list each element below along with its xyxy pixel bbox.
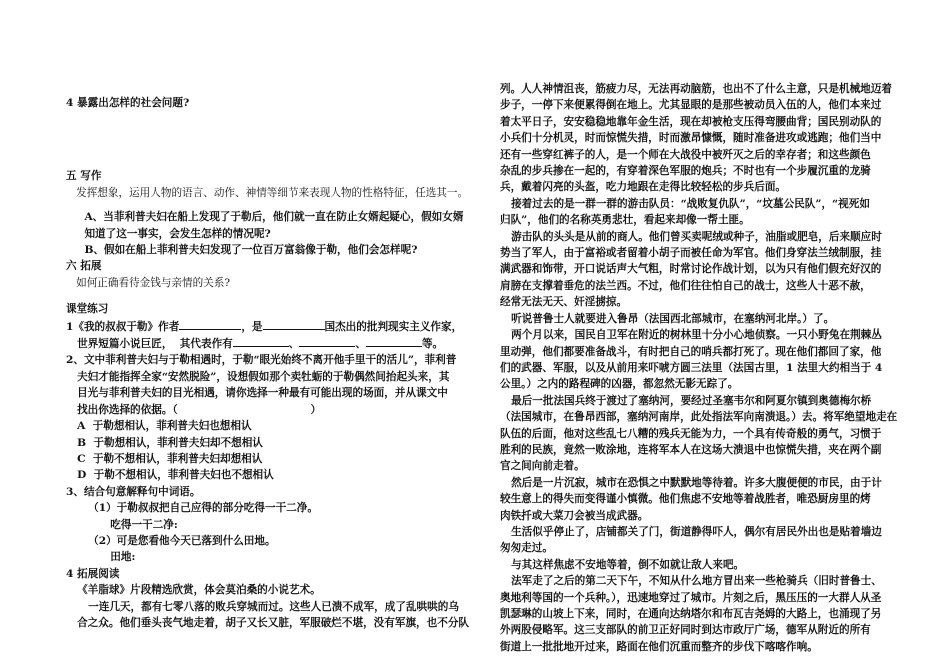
left-column — [66, 95, 476, 631]
blank-author[interactable] — [179, 318, 241, 330]
passage-line: 还有一些穿红裤子的人，是一个师在大战役中被歼灭之后的幸存者；和这些颜色 — [500, 148, 871, 161]
passage-line: 杂乱的步兵掺在一起的，有穿着深色军服的炮兵；不时也有一个步履沉重的龙骑 — [500, 165, 871, 178]
passage-line: 官之间向前走着。 — [500, 460, 585, 473]
passage-line: 肉铁扦或大菜刀会被当成武器。 — [500, 509, 649, 522]
exercise-3-answer-2: 田地: — [66, 551, 136, 564]
blank-work-3[interactable] — [366, 335, 422, 347]
writing-option-a: A、当菲利普夫妇在船上发现了于勒后，他们就一直在防止女婿起疑心，假如女婿 — [66, 211, 464, 224]
passage-line: 肩膀在支撑着垂危的法兰西。不过，他们往往怕自己的战士，这些人十恶不赦， — [500, 279, 871, 292]
passage-line: 游击队的头头是从前的商人。他们曾买卖呢绒或种子，油脂或肥皂，后来顺应时 — [500, 230, 882, 243]
writing-option-b: B、假如在船上菲利普夫妇发现了一位百万富翁像于勒，他们会怎样呢? — [66, 244, 418, 257]
passage-line: 队伍的后面，他对这些乱七八糟的残兵无能为力，一个具有传奇般的勇气，习惯于 — [500, 427, 882, 440]
passage-line: （法国城市，在鲁昂西部，塞纳河南岸，此处指法军向南溃退。）去。将军绝望地走在 — [500, 411, 898, 424]
exercise-heading: 课堂练习 — [66, 303, 109, 316]
passage-line: 法军走了之后的第二天下午，不知从什么地方冒出来一些枪骑兵（旧时普鲁士、 — [500, 575, 882, 588]
exercise-3-item-2: （2）可是您看他今天已落到什么田地。 — [66, 534, 276, 547]
passage-line: 较生意上的得失而变得谨小慎微。他们焦虑不安地等着战胜者，唯恐厨房里的烤 — [500, 493, 871, 506]
section-extension-heading: 六 拓展 — [66, 260, 102, 273]
blank-work-2[interactable] — [299, 335, 355, 347]
exercise-2-line: 目光与菲利普夫妇的目光相遇，请你选择一种最有可能出现的场面，并从课文中 — [66, 387, 448, 400]
passage-line: 凯瑟琳的山坡上下来，同时，在通向达纳塔尔和布瓦吉尧姆的大路上，也涌现了另 — [500, 608, 882, 620]
extension-question: 如何正确看待金钱与亲情的关系? — [66, 276, 231, 289]
passage-line: 匆匆走过。 — [500, 542, 553, 555]
passage-line: 街道上一批批地开过来，路面在他们沉重而整齐的步伐下喀喀作响。 — [500, 640, 818, 653]
passage-line: 奥地利等国的一个兵种。），迅速地穿过了城市。片刻之后，黑压压的一大群人从圣 — [500, 591, 882, 604]
exercise-2-line: 夫妇才能指挥全家“安然脱险”，设想假如那个卖牡蛎的于勒偶然间抬起头来，其 — [66, 370, 450, 383]
choice-c: C 于勒不想相认，菲利普夫妇却想相认 — [66, 452, 263, 465]
exercise-3: 3、结合句意解释句中词语。 — [66, 485, 201, 498]
passage-line: 公里。）之内的路程碑的凶器，都忽然无影无踪了。 — [500, 378, 739, 391]
passage-line: 兵，戴着闪亮的头盔，吃力地跟在走得比较轻松的步兵后面。 — [500, 181, 787, 194]
passage-line: 们的武器、军服，以及从前用来吓唬方圆三法里（法国古里，1 法里大约相当于 4 — [500, 361, 883, 374]
reading-heading: 4 拓展阅读 — [66, 567, 120, 580]
passage-line: 最后一批法国兵终于渡过了塞纳河，要经过圣塞韦尔和阿夏尔镇到奥德梅尔桥 — [500, 394, 872, 407]
passage-line: 胜利的民族，竟然一败涂地，连将军本人在这场大溃退中也惊慌失措，夹在两个副 — [500, 443, 882, 456]
exercise-1 — [66, 318, 476, 335]
exercise-3-item-1: （1）于勒叔叔把自己应得的部分吃得一干二净。 — [66, 502, 318, 515]
writing-option-a-cont: 知道了这一事实，会发生怎样的情况呢? — [66, 227, 271, 240]
passage-line: 外两股侵略军。这三支部队的前卫正好同时到达市政厅广场，德军从附近的所有 — [500, 624, 871, 637]
passage-line: 小兵们十分机灵，时而惊慌失措，时而激昂慷慨，随时准备进攻或逃跑；他们当中 — [500, 132, 882, 145]
passage-line: 归队”，他们的名称英勇悲壮，看起来却像一帮土匪。 — [500, 214, 750, 227]
passage-line: 列。人人神情沮丧，筋疲力尽，无法再动脑筋，也出不了什么主意，只是机械地迈着 — [500, 83, 892, 95]
exercise-2-line: 找出你选择的依据。（ ） — [66, 403, 322, 416]
reading-intro: 《羊脂球》片段精选欣赏，体会莫泊桑的小说艺术。 — [66, 584, 321, 597]
right-column — [500, 81, 910, 655]
blank-work-1[interactable] — [233, 335, 289, 347]
exercise-3-answer-1: 吃得一干二净: — [66, 518, 178, 531]
passage-line: 两个月以来，国民自卫军在附近的树林里十分小心地侦察。一只小野兔在荆棘丛 — [500, 329, 882, 342]
blank-country[interactable] — [263, 318, 325, 330]
reading-para-line: 合之众。他们垂头丧气地走着，胡子又长又脏，军服破烂不堪，没有军旗，也不分队 — [66, 616, 470, 629]
question-4: 4 暴露出怎样的社会问题? — [66, 97, 190, 109]
exercise-1-part: 1《我的叔叔于勒》作者 — [66, 320, 180, 333]
reading-para-line: 一连几天，都有七零八落的败兵穿城而过。这些人已溃不成军，成了乱哄哄的乌 — [66, 600, 459, 613]
passage-line: 然后是一片沉寂，城市在恐惧之中默默地等待着。许多大腹便便的市民，由于计 — [500, 476, 882, 489]
passage-line: 里动弹，他们都要准备战斗，有时把自己的哨兵都打死了。现在他们都回了家，他 — [500, 345, 882, 358]
passage-line: 势当了军人，由于富裕或者留着小胡子而被任命为军官。他们身穿法兰绒制服，挂 — [500, 247, 882, 260]
passage-line: 与其这样焦虑不安地等着，倒不如就让敌人来吧。 — [500, 558, 745, 571]
choice-d: D 于勒不想相认，菲利普夫妇也不想相认 — [66, 469, 274, 482]
exercise-1-part: 、 — [288, 338, 300, 351]
choice-a: A 于勒想相认，菲利普夫妇也想相认 — [66, 420, 252, 433]
exercise-1-part: ，是 — [241, 320, 263, 333]
passage-line: 听说普鲁士人就要进入鲁昂（法国西北部城市，在塞纳河北岸。）了。 — [500, 312, 835, 325]
writing-instruction: 发挥想象，运用人物的语言、动作、神情等细节来表现人物的性格特征，任选其一。 — [66, 186, 469, 199]
passage-line: 着太平日子，安安稳稳地靠年金生活，现在却被枪支压得弯腰曲背；国民别动队的 — [500, 115, 882, 128]
exercise-1-part: 世界短篇小说巨匠， 其代表作有 — [66, 338, 233, 351]
exercise-2: 2、文中菲利普夫妇与于勒相遇时，于勒“眼光始终不离开他手里干的活儿”，菲利普 — [66, 354, 457, 367]
passage-line: 生活似乎停止了，店铺都关了门，街道静得吓人，偶尔有居民外出也是贴着墙边 — [500, 525, 882, 538]
passage-line: 经常无法无天、奸淫掳掠。 — [500, 296, 628, 309]
exercise-1-part: 等。 — [421, 338, 444, 351]
exercise-1-part: 国杰出的批判现实主义作家， — [324, 320, 463, 333]
exercise-1-cont — [66, 335, 476, 352]
exercise-1-part: 、 — [355, 338, 366, 351]
passage-line: 满武器和饰带，开口说话声大气粗，时常讨论作战计划，以为只有他们假充好汉的 — [500, 263, 882, 276]
passage-line: 接着过去的是一群一群的游击队员：“战败复仇队”，“坟墓公民队”，“视死如 — [500, 197, 870, 210]
choice-b: B 于勒想相认，菲利普夫妇却不想相认 — [66, 436, 263, 449]
passage-line: 步子，一停下来便累得倒在地上。尤其显眼的是那些被动员入伍的人，他们本来过 — [500, 99, 882, 112]
section-writing-heading: 五 写作 — [66, 170, 102, 183]
